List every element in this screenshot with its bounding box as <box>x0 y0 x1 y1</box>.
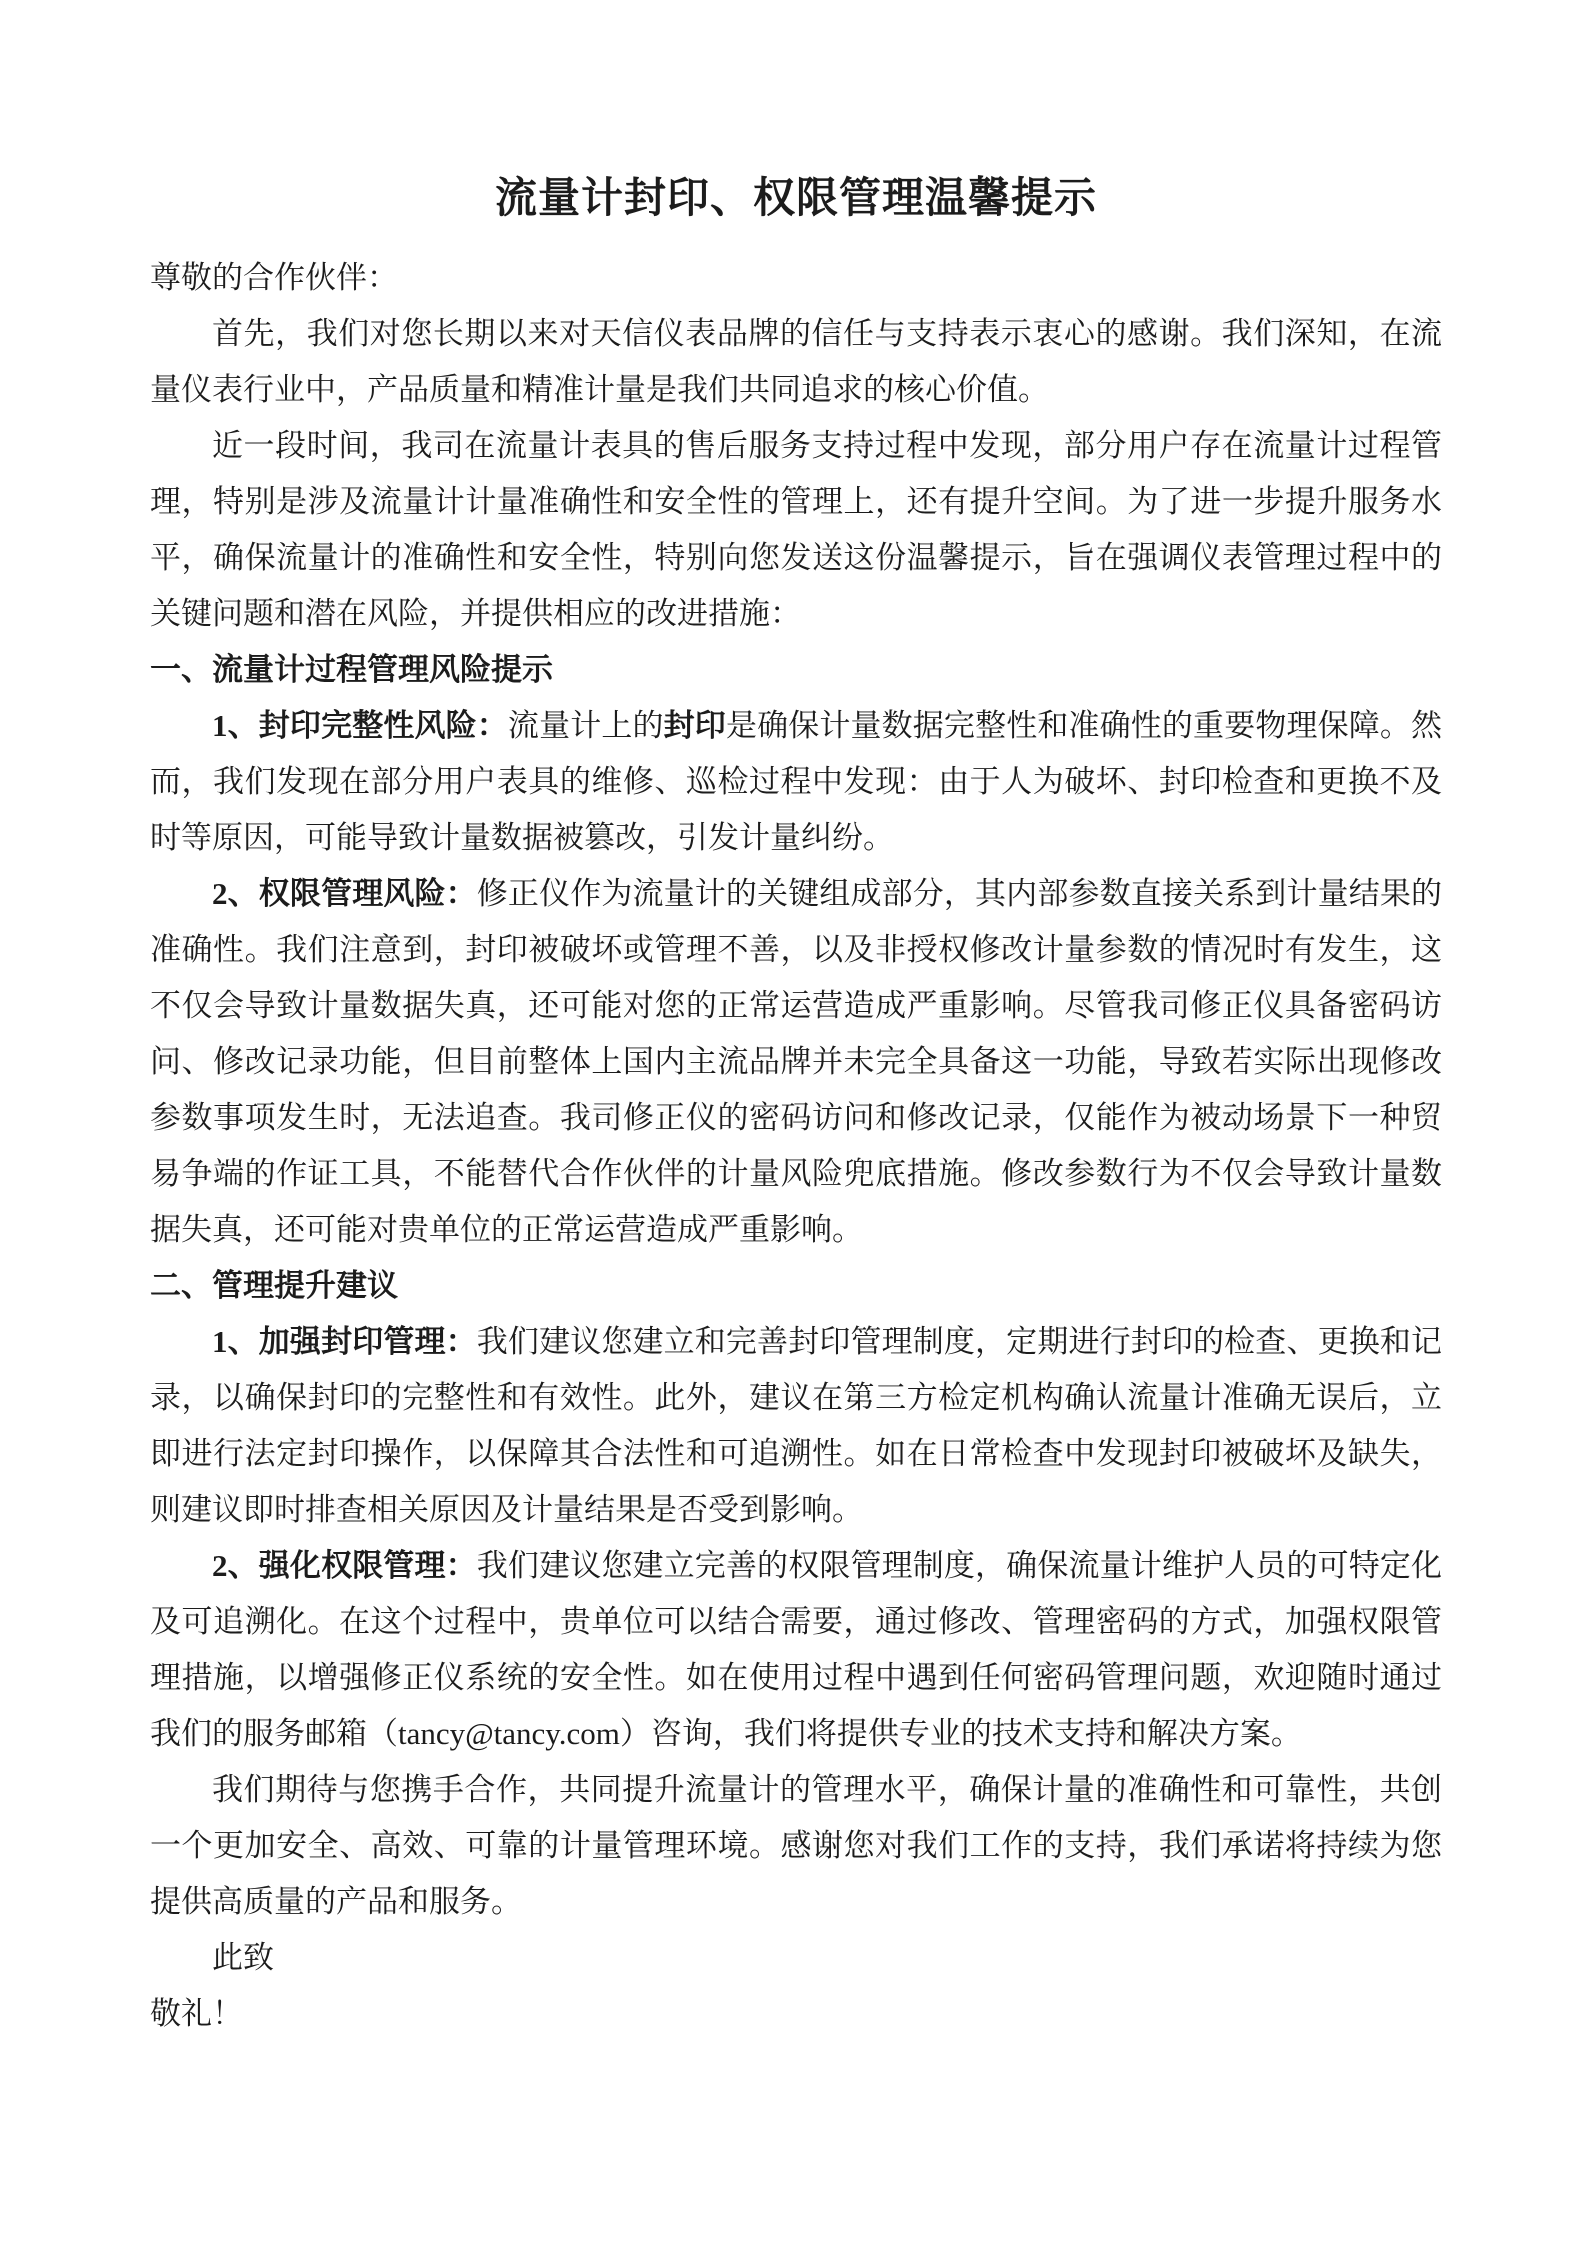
advice-1-paragraph <box>150 1314 1442 1538</box>
advice-2-paragraph <box>150 1538 1442 1762</box>
risk-1-text-rest: 是确保计量数据完整性和准确性的重要物理保障。然而，我们发现在部分用户表具的维修、巡检过程中发现：由于人为破坏、封印检查和更换不及时等原因，可能导致计量数据被篡改，引发计量纠纷。 <box>150 708 1443 855</box>
salute-line-cizhi: 此致 <box>212 1940 274 1975</box>
risk-2-text: 修正仪作为流量计的关键组成部分，其内部参数直接关系到计量结果的准确性。我们注意到，封印被破坏或管理不善，以及非授权修改计量参数的情况时有发生，这不仅会导致计量数据失真，还可能对您的正常运营造成严重影响。尽管我司修正仪具备密码访问、修改记录功能，但目前整体上国内主流品牌并未完全具备这一功能，导致若实际出现修改参数事项发生时，无法追查。我司修正仪的密码访问和修改记录，仅能作为被动场景下一种贸易争端的作证工具，不能替代合作伙伴的计量风险兜底措施。修改参数行为不仅会导致计量数据失真，还可能对贵单位的正常运营造成严重影响。 <box>150 876 1443 1247</box>
advice-1-label: 1、加强封印管理： <box>212 1324 477 1359</box>
salute-line-jingli: 敬礼！ <box>150 1996 243 2031</box>
risk-1-paragraph <box>150 698 1442 866</box>
advice-2-label: 2、强化权限管理： <box>212 1548 477 1583</box>
paragraph-background: 近一段时间，我司在流量计表具的售后服务支持过程中发现，部分用户存在流量计过程管理，特别是涉及流量计计量准确性和安全性的管理上，还有提升空间。为了进一步提升服务水平，确保流量计的准确性和安全性，特别向您发送这份温馨提示，旨在强调仪表管理过程中的关键问题和潜在风险，并提供相应的改进措施： <box>150 428 1442 631</box>
risk-1-text-pre: 流量计上的 <box>507 708 664 743</box>
greeting-line: 尊敬的合作伙伴： <box>150 260 398 295</box>
risk-2-paragraph <box>150 866 1442 1258</box>
risk-2-label: 2、权限管理风险： <box>212 876 477 911</box>
advice-1-text: 我们建议您建立和完善封印管理制度，定期进行封印的检查、更换和记录，以确保封印的完整性和有效性。此外，建议在第三方检定机构确认流量计准确无误后，立即进行法定封印操作，以保障其合法性和可追溯性。如在日常检查中发现封印被破坏及缺失，则建议即时排查相关原因及计量结果是否受到影响。 <box>150 1324 1443 1527</box>
risk-1-label: 1、封印完整性风险： <box>212 708 508 743</box>
page-title: 流量计封印、权限管理温馨提示 <box>494 174 1097 221</box>
risk-1-bold-term: 封印 <box>663 708 726 743</box>
closing-paragraph: 我们期待与您携手合作，共同提升流量计的管理水平，确保计量的准确性和可靠性，共创一个更加安全、高效、可靠的计量管理环境。感谢您对我们工作的支持，我们承诺将持续为您提供高质量的产品和服务。 <box>150 1772 1442 1919</box>
advice-2-text: 我们建议您建立完善的权限管理制度，确保流量计维护人员的可特定化及可追溯化。在这个过程中，贵单位可以结合需要，通过修改、管理密码的方式，加强权限管理措施，以增强修正仪系统的安全性。如在使用过程中遇到任何密码管理问题，欢迎随时通过我们的服务邮箱（tancy@tancy.com）咨询，我们将提供专业的技术支持和解决方案。 <box>150 1548 1443 1751</box>
paragraph-intro: 首先，我们对您长期以来对天信仪表品牌的信任与支持表示衷心的感谢。我们深知，在流量仪表行业中，产品质量和精准计量是我们共同追求的核心价值。 <box>150 316 1442 407</box>
section-1-heading: 一、流量计过程管理风险提示 <box>150 652 553 687</box>
section-2-heading: 二、管理提升建议 <box>150 1268 398 1303</box>
